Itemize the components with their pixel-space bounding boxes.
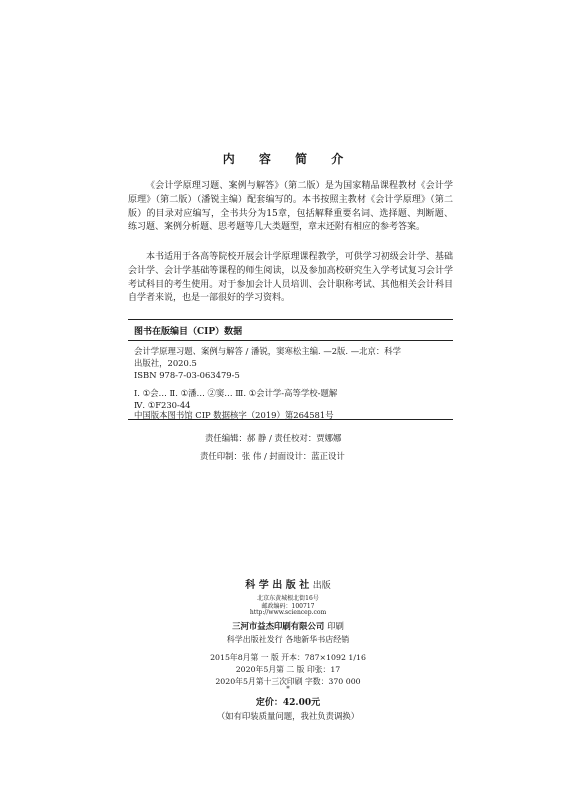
publisher-address: 北京东黄城根北街16号 [257,595,319,602]
production-cover-design: 责任印制：张 伟 / 封面设计：蓝正设计 [200,451,345,461]
cip-line: 会计学原理习题、案例与解答 / 潘锐，窦寒松主编. —2版. —北京：科学 [134,346,401,356]
distributor-line: 科学出版社发行 各地新华书店经销 [226,635,350,644]
publisher-suffix: 出版 [312,581,331,591]
star-mark: * [286,685,290,693]
edition-line: 2020年5月第 二 版 印张：17 [235,665,341,674]
publisher-name: 科 学 出 版 社 [245,580,310,591]
cip-bottom-rule [128,419,453,420]
printer-suffix: 印刷 [327,621,344,631]
intro-paragraph-2: 本书适用于各高等院校开展会计学原理课程教学，可供学习初级会计学、基础会计学、会计学基础等课程的师生阅读，以及参加高校研究生入学考试复习会计学考试科目的考生使用。对于参加会计人员培训、会计职称考试、其他相关会计科目自学者来说，也是一部很好的学习资料。 [128,252,453,304]
cip-line: 出版社，2020.5 [134,358,197,368]
publisher-website: http://www.sciencep.com [249,609,327,616]
publisher-line [0,576,576,591]
editor-proofreader: 责任编辑：郝 静 / 责任校对：贾娜娜 [205,433,342,443]
cip-heading: 图书在版编目（CIP）数据 [134,327,243,337]
edition-line: 2015年8月第 一 版 开本：787×1092 1/16 [210,653,366,662]
cip-line: Ⅳ. ①F230-44 [134,400,191,410]
cip-heading-rule [128,340,453,341]
price: 定价：42.00元 [255,698,321,708]
printer-line [0,620,576,632]
quality-notice: （如有印装质量问题，我社负责调换） [216,711,360,721]
cip-line: Ⅰ. ①会… Ⅱ. ①潘… ②窦… Ⅲ. ①会计学-高等学校-题解 [134,388,338,398]
printer-name: 三河市益杰印刷有限公司 [232,621,325,631]
publisher-postcode: 邮政编码：100717 [261,603,315,610]
cip-top-rule [128,319,453,320]
edition-line: 2020年5月第十三次印刷 字数：370 000 [215,677,361,686]
intro-title: 内 容 简 介 [222,152,354,166]
intro-paragraph-1: 《会计学原理习题、案例与解答》（第二版）是为国家精品课程教材《会计学原理》（第二版）（潘锐主编）配套编写的。本书按照主教材《会计学原理》（第二版）的目录对应编写，全书共分为15章，包括解释重要名词、选择题、判断题、练习题、案例分析题、思考题等几大类题型，章末还附有相应的参考答案。 [128,181,453,233]
cip-line: 中国版本图书馆 CIP 数据核字（2019）第264581号 [134,410,334,420]
cip-isbn: ISBN 978-7-03-063479-5 [134,370,240,380]
